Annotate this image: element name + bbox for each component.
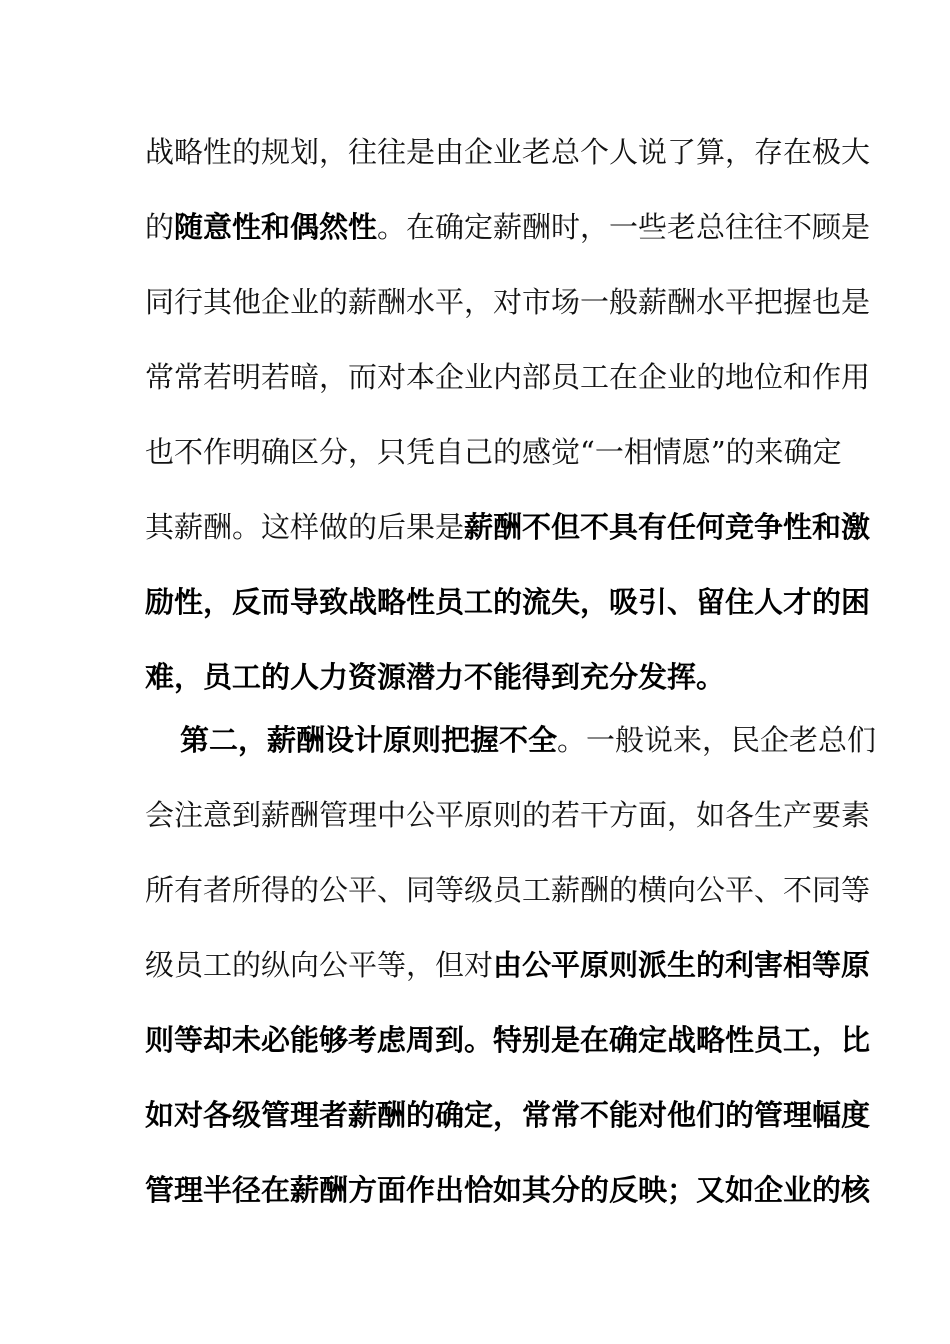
bold-text-span: 第二，薪酬设计原则把握不全	[180, 723, 558, 757]
bold-text-span: 则等却未必能够考虑周到。特别是在确定战略性员工，比	[145, 1023, 871, 1057]
text-line-15	[145, 1170, 871, 1210]
text-span: 。一般说来，民企老总们	[557, 723, 877, 757]
text-line-10	[145, 795, 871, 835]
bold-text-span: 由公平原则派生的利害相等原	[493, 948, 871, 982]
text-span: 常常若明若暗，而对本企业内部员工在企业的地位和作用	[145, 360, 871, 394]
text-span: 所有者所得的公平、同等级员工薪酬的横向公平、不同等	[145, 873, 871, 907]
text-line-8	[145, 657, 810, 697]
text-line-3	[145, 282, 871, 322]
text-line-14	[145, 1095, 871, 1135]
text-line-11	[145, 870, 871, 910]
text-line-9-paragraph-start	[145, 720, 877, 760]
text-span: 其薪酬。这样做的后果是	[145, 510, 465, 544]
bold-text-span: 如对各级管理者薪酬的确定，常常不能对他们的管理幅度	[145, 1098, 871, 1132]
bold-text-span: 随意性和偶然性	[174, 210, 378, 244]
text-line-5	[145, 432, 842, 472]
bold-text-span: 励性，反而导致战略性员工的流失，吸引、留住人才的困	[145, 585, 871, 619]
text-line-1	[145, 132, 871, 172]
bold-text-span: 管理半径在薪酬方面作出恰如其分的反映；又如企业的核	[145, 1173, 871, 1207]
text-span: 会注意到薪酬管理中公平原则的若干方面，如各生产要素	[145, 798, 871, 832]
text-line-4	[145, 357, 871, 397]
text-line-2	[145, 207, 871, 247]
text-line-7	[145, 582, 871, 622]
bold-text-span: 难，员工的人力资源潜力不能得到充分发挥。	[145, 660, 726, 694]
text-line-13	[145, 1020, 871, 1060]
text-line-12	[145, 945, 871, 985]
text-span: 也不作明确区分，只凭自己的感觉“一相情愿”的来确定	[145, 435, 842, 469]
text-span: 级员工的纵向公平等，但对	[145, 948, 494, 982]
text-span: 战略性的规划，往往是由企业老总个人说了算，存在极大	[145, 135, 871, 169]
text-line-6	[145, 507, 871, 547]
bold-text-span: 薪酬不但不具有任何竞争性和激	[464, 510, 871, 544]
text-span: 的	[145, 210, 175, 244]
text-span: 。在确定薪酬时，一些老总往往不顾是	[377, 210, 871, 244]
text-span: 同行其他企业的薪酬水平，对市场一般薪酬水平把握也是	[145, 285, 871, 319]
